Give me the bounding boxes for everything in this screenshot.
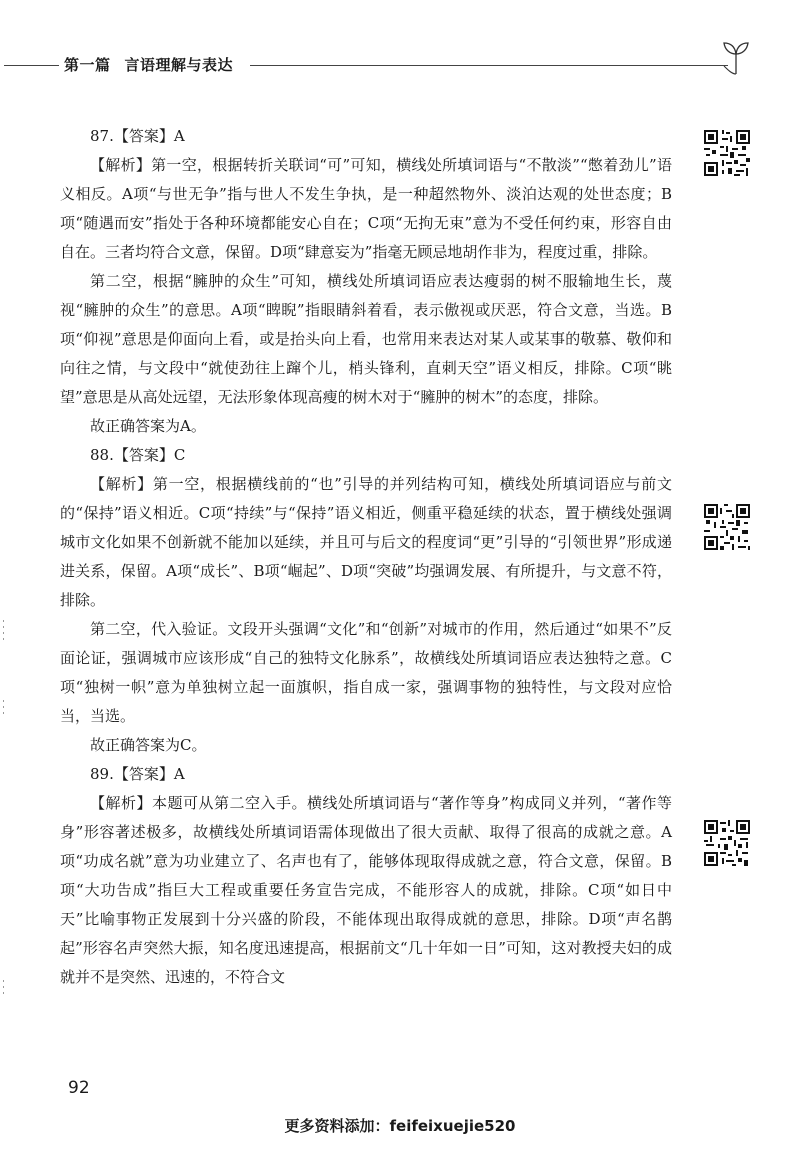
answer-88-heading: 88.【答案】C (90, 446, 186, 464)
answer-88-analysis-2: 第二空，代入验证。文段开头强调“文化”和“创新”对城市的作用，然后通过“如果不”反面论证，强调城市应该形成“自己的独特文化脉系”，故横线处所填词语应表达独特之意。C项“独树一帜”意为单独树立起一面旗帜，指自成一家，强调事物的独特性，与文段对应恰当，当选。 (60, 620, 672, 725)
answer-87-conclusion: 故正确答案为A。 (90, 417, 206, 435)
header-rule-left (4, 65, 59, 66)
answer-89-heading: 89.【答案】A (90, 765, 185, 783)
answer-content (60, 122, 672, 992)
qr-code-icon[interactable] (702, 502, 752, 552)
answer-87-analysis-1: 【解析】第一空，根据转折关联词“可”可知，横线处所填词语与“不散淡”“憋着劲儿”语义相反。A项“与世无争”指与世人不发生争执，是一种超然物外、淡泊达观的处世态度；B项“随遇而安”指处于各种环境都能安心自在；C项“无拘无束”意为不受任何约束，形容自由自在。三者均符合文意，保留。D项“肆意妄为”指毫无顾忌地胡作非为，程度过重，排除。 (60, 156, 672, 261)
margin-mark (3, 700, 4, 716)
margin-mark (3, 620, 4, 640)
answer-87-heading: 87.【答案】A (90, 127, 185, 145)
header-title: 言语理解与表达 (124, 56, 234, 74)
footer-note: 更多资料添加：feifeixuejie520 (284, 1117, 516, 1135)
qr-code-icon[interactable] (702, 128, 752, 178)
page-number: 92 (68, 1078, 90, 1098)
sprout-icon (722, 40, 750, 76)
answer-88-analysis-1: 【解析】第一空，根据横线前的“也”引导的并列结构可知，横线处所填词语应与前文的“保持”语义相近。C项“持续”与“保持”语义相近，侧重平稳延续的状态，置于横线处强调城市文化如果不创新就不能加以延续，并且可与后文的程度词“更”引导的“引领世界”形成递进关系，保留。A项“成长”、B项“崛起”、D项“突破”均强调发展、有所提升，与文意不符，排除。 (60, 475, 672, 609)
header-rule-right (250, 65, 728, 66)
margin-mark (3, 980, 4, 994)
answer-87-analysis-2: 第二空，根据“臃肿的众生”可知，横线处所填词语应表达瘦弱的树不服输地生长，蔑视“臃肿的众生”的意思。A项“睥睨”指眼睛斜着看，表示傲视或厌恶，符合文意，当选。B项“仰视”意思是仰面向上看，或是抬头向上看，也常用来表达对某人或某事的敬慕、敬仰和向往之情，与文段中“就使劲往上蹿个儿，梢头锋利，直刺天空”语义相反，排除。C项“眺望”意思是从高处远望，无法形象体现高瘦的树木对于“臃肿的树木”的态度，排除。 (60, 272, 672, 406)
answer-89-analysis-1: 【解析】本题可从第二空入手。横线处所填词语与“著作等身”构成同义并列，“著作等身”形容著述极多，故横线处所填词语需体现做出了很大贡献、取得了很高的成就之意。A项“功成名就”意为功业建立了、名声也有了，能够体现取得成就之意，符合文意，保留。B项“大功告成”指巨大工程或重要任务宣告完成，不能形容人的成就，排除。C项“如日中天”比喻事物正发展到十分兴盛的阶段，不能体现出取得成就的意思，排除。D项“声名鹊起”形容名声突然大振，知名度迅速提高，根据前文“几十年如一日”可知，这对教授夫妇的成就并不是突然、迅速的，不符合文 (60, 794, 672, 986)
qr-code-icon[interactable] (702, 818, 752, 868)
running-header (64, 54, 233, 75)
header-part: 第一篇 (64, 56, 111, 74)
answer-88-conclusion: 故正确答案为C。 (90, 736, 207, 754)
